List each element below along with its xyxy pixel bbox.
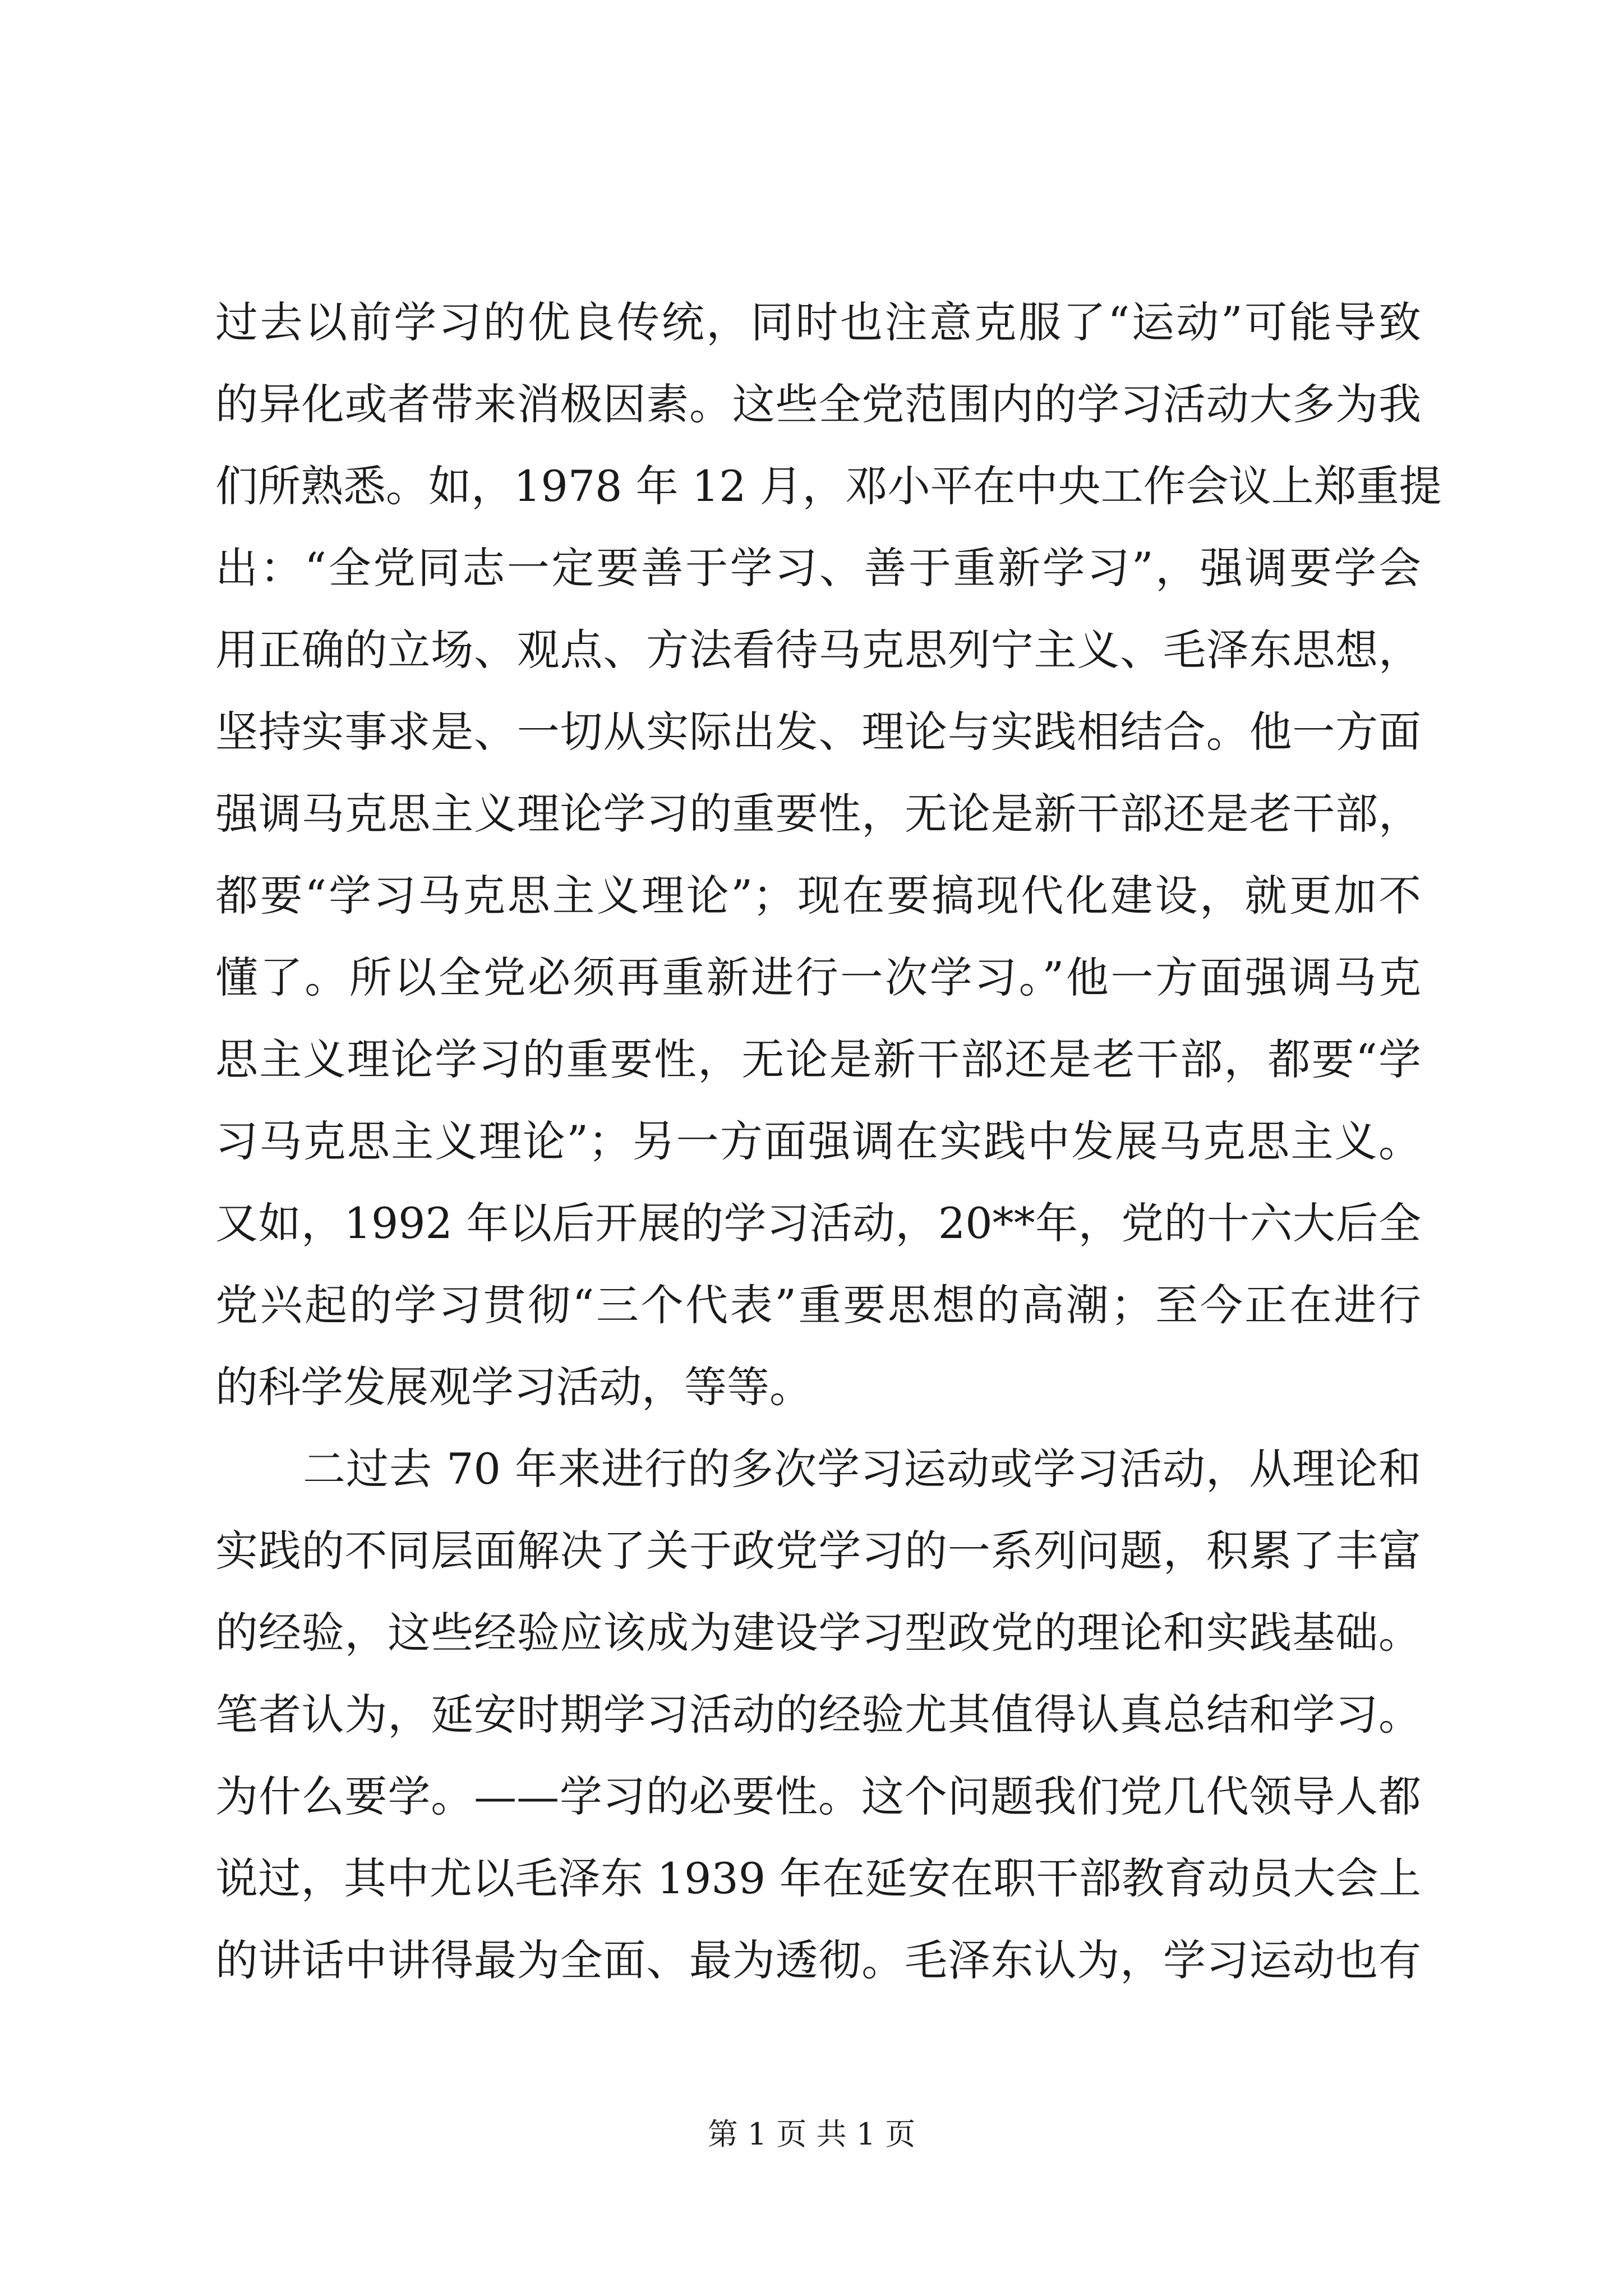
document-body	[215, 282, 1442, 2001]
page-number: 第 1 页 共 1 页	[707, 2116, 916, 2152]
text-line: 懂了。所以全党必须再重新进行一次学习。”他一方面强调马克	[215, 953, 1421, 1002]
text-line: 的异化或者带来消极因素。这些全党范围内的学习活动大多为我	[215, 379, 1421, 429]
paragraph-2	[215, 1428, 1421, 2001]
text-line: 们所熟悉。如，1978 年 12 月，邓小平在中央工作会议上郑重提	[215, 461, 1442, 511]
text-line: 出：“全党同志一定要善于学习、善于重新学习”，强调要学会	[215, 543, 1421, 593]
text-line: 过去以前学习的优良传统，同时也注意克服了“运动”可能导致	[215, 297, 1421, 347]
text-line: 党兴起的学习贯彻“三个代表”重要思想的高潮；至今正在进行	[215, 1280, 1421, 1330]
text-line: 强调马克思主义理论学习的重要性，无论是新干部还是老干部，	[215, 789, 1421, 839]
text-line: 用正确的立场、观点、方法看待马克思列宁主义、毛泽东思想，	[215, 625, 1421, 675]
text-line: 都要“学习马克思主义理论”；现在要搞现代化建设，就更加不	[215, 871, 1421, 921]
paragraph-1	[215, 282, 1442, 1428]
text-line: 为什么要学。——学习的必要性。这个问题我们党几代领导人都	[215, 1772, 1421, 1821]
text-line: 又如，1992 年以后开展的学习活动，20**年，党的十六大后全	[215, 1198, 1421, 1248]
text-line: 思主义理论学习的重要性，无论是新干部还是老干部，都要“学	[215, 1034, 1421, 1084]
page-footer	[0, 2112, 1623, 2157]
text-line: 笔者认为，延安时期学习活动的经验尤其值得认真总结和学习。	[215, 1690, 1421, 1740]
text-line: 的讲话中讲得最为全面、最为透彻。毛泽东认为，学习运动也有	[215, 1935, 1421, 1985]
text-line: 习马克思主义理论”；另一方面强调在实践中发展马克思主义。	[215, 1116, 1421, 1166]
text-line: 二过去 70 年来进行的多次学习运动或学习活动，从理论和	[303, 1444, 1421, 1494]
text-line: 实践的不同层面解决了关于政党学习的一系列问题，积累了丰富	[215, 1526, 1421, 1576]
text-line: 说过，其中尤以毛泽东 1939 年在延安在职干部教育动员大会上	[215, 1853, 1421, 1903]
text-line: 坚持实事求是、一切从实际出发、理论与实践相结合。他一方面	[215, 707, 1421, 757]
text-line: 的科学发展观学习活动，等等。	[215, 1362, 812, 1412]
text-line: 的经验，这些经验应该成为建设学习型政党的理论和实践基础。	[215, 1608, 1421, 1658]
